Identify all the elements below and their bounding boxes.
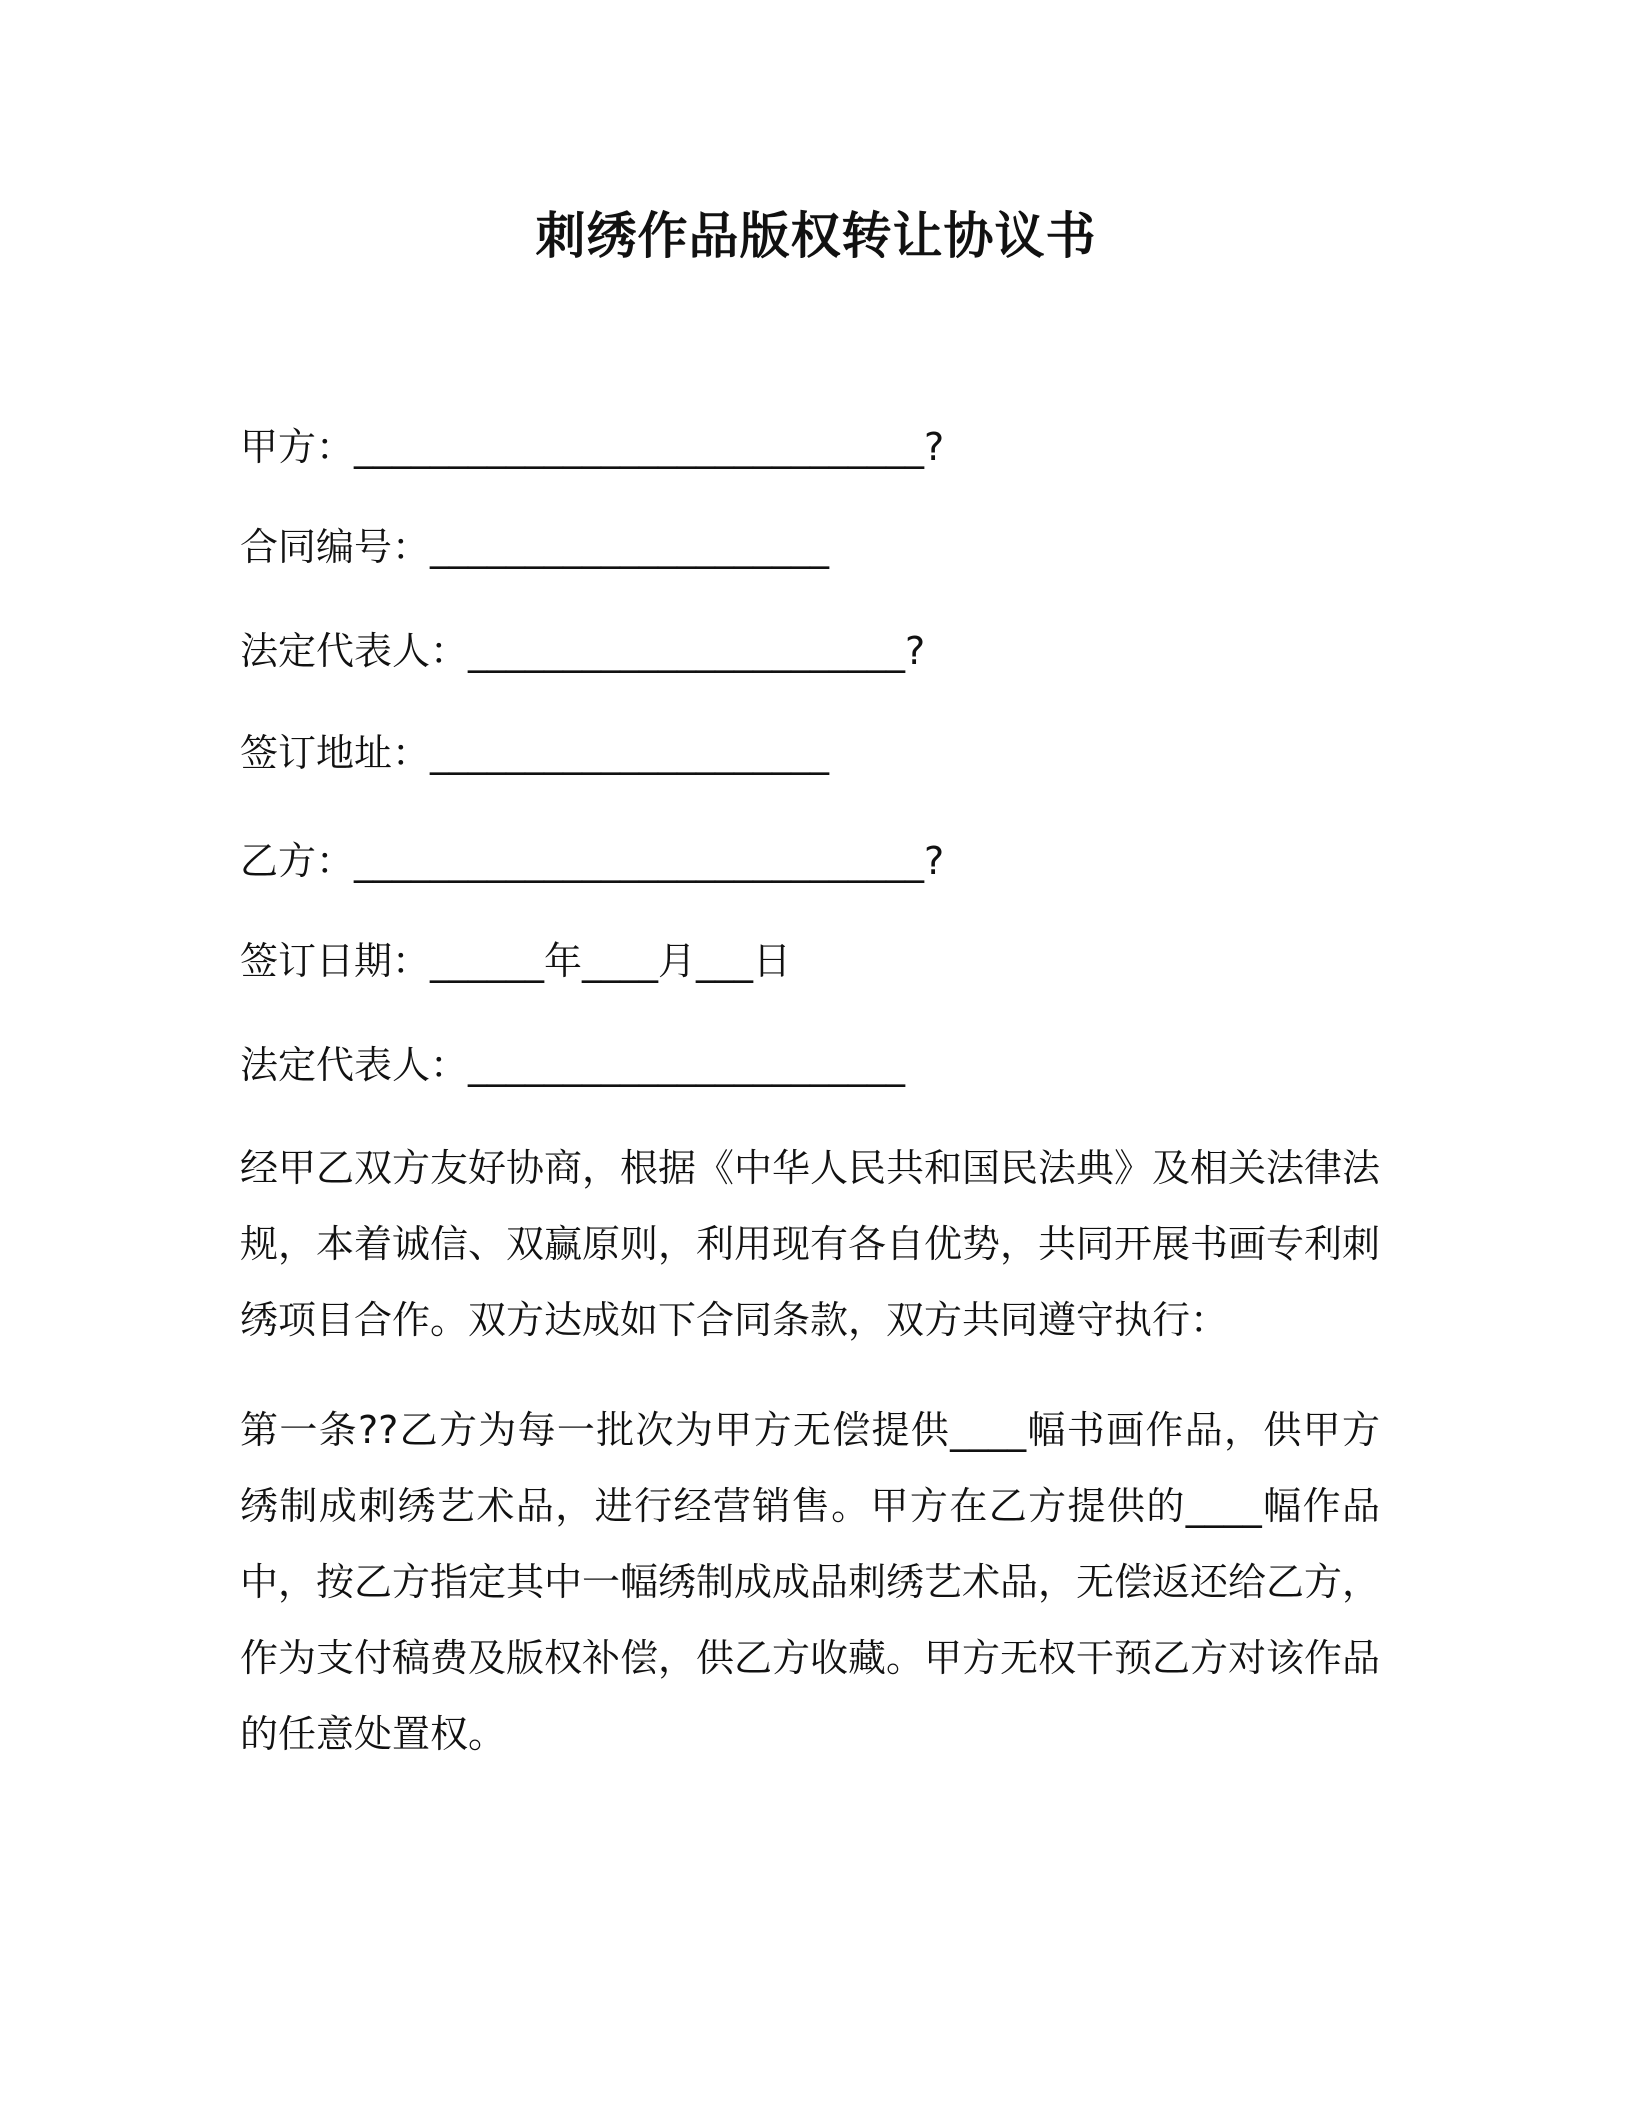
sign-date-field [240,936,791,986]
sign-date-label: 签订日期： [240,939,431,983]
party-a-label: 甲方： [240,425,355,469]
sign-address-label: 签订地址： [240,731,431,775]
party-b-suffix: ? [924,839,945,883]
sign-address-blank: _____________________ [430,731,830,775]
contract-number-blank: _____________________ [430,525,830,569]
contract-number-field [240,522,829,572]
party-a-suffix: ? [924,425,945,469]
document-title: 刺绣作品版权转让协议书 [535,207,1097,265]
party-b-label: 乙方： [240,839,355,883]
legal-rep-a-label: 法定代表人： [240,629,469,673]
legal-rep-b-blank: _______________________ [468,1043,906,1087]
party-b-blank: ______________________________ [354,839,925,883]
sign-address-field [240,728,829,778]
article-1-paragraph: 第一条??乙方为每一批次为甲方无偿提供____幅书画作品，供甲方绣制成刺绣艺术品，进行经营销售。甲方在乙方提供的____幅作品中，按乙方指定其中一幅绣制成成品刺绣艺术品，无偿返还给乙方，作为支付稿费及版权补偿，供乙方收藏。甲方无权干预乙方对该作品的任意处置权。 [240,1408,1381,1756]
legal-rep-a-suffix: ? [905,629,926,673]
sign-date-value: ______年____月___日 [430,939,792,983]
party-a-blank: ______________________________ [354,425,925,469]
party-a-field [240,422,944,472]
legal-rep-b-field [240,1040,905,1090]
legal-rep-b-label: 法定代表人： [240,1043,469,1087]
party-b-field [240,836,944,886]
contract-number-label: 合同编号： [240,525,431,569]
legal-rep-a-field [240,626,925,676]
intro-paragraph: 经甲乙双方友好协商，根据《中华人民共和国民法典》及相关法律法规，本着诚信、双赢原则，利用现有各自优势，共同开展书画专利刺绣项目合作。双方达成如下合同条款，双方共同遵守执行： [240,1146,1381,1342]
legal-rep-a-blank: _______________________ [468,629,906,673]
